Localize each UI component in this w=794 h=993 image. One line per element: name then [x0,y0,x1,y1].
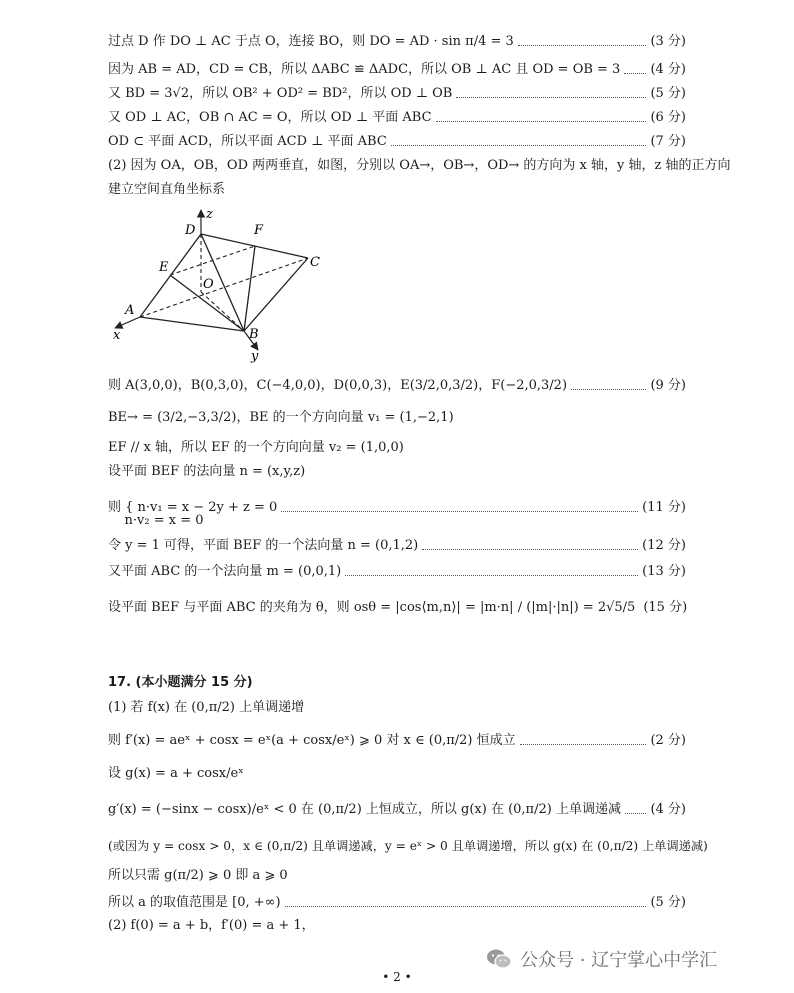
solution-line: EF // x 轴，所以 EF 的一个方向向量 v₂ = (1,0,0) [108,440,404,455]
solution-line: BE→ = (3/2,−3,3/2)，BE 的一个方向向量 v₁ = (1,−2,1) [108,410,454,425]
edge-OB [201,292,244,331]
label-B: B [249,327,259,342]
solution-line: 设平面 BEF 与平面 ABC 的夹角为 θ，则 osθ = |cos⟨m,n⟩| = |m·n| / (|m|·|n|) = 2√5/5 (15 分) [108,600,688,615]
label-F: F [254,223,264,238]
label-O: O [203,277,214,292]
solution-line: 设 g(x) = a + cosx/eˣ [108,766,244,781]
label-C: C [310,255,320,270]
solution-line: 所以 a 的取值范围是 [0, +∞) (5 分) [108,895,686,910]
solution-line: 又 BD = 3√2，所以 OB² + OD² = BD²，所以 OD ⊥ OB (5 分) [108,86,686,101]
solution-line: (2) 因为 OA，OB，OD 两两垂直，如图，分别以 OA→，OB→，OD→ 的方向为 x 轴，y 轴，z 轴的正方向 [108,158,731,173]
solution-line: (2) f(0) = a + b，f′(0) = a + 1， [108,918,315,933]
solution-line: OD ⊂ 平面 ACD，所以平面 ACD ⊥ 平面 ABC (7 分) [108,134,686,149]
solution-line: 过点 D 作 DO ⊥ AC 于点 O，连接 BO，则 DO = AD · sin π/4 = 3 (3 分) [108,34,686,49]
solution-line: 则 A(3,0,0)，B(0,3,0)，C(−4,0,0)，D(0,0,3)，E(3/2,0,3/2)，F(−2,0,3/2) (9 分) [108,378,686,393]
problem-17-heading: 17. (本小题满分 15 分) [108,675,253,690]
solution-line: 则 f′(x) = aeˣ + cosx = eˣ(a + cosx/eˣ) ⩾ 0 对 x ∈ (0,π/2) 恒成立 (2 分) [108,733,686,748]
solution-line: 因为 AB = AD，CD = CB，所以 ΔABC ≌ ΔADC，所以 OB ⊥ AC 且 OD = OB = 3 (4 分) [108,62,686,77]
label-E: E [159,260,169,275]
solution-line: 又平面 ABC 的一个法向量 m = (0,0,1) (13 分) [108,564,686,579]
x-axis [115,317,140,328]
solution-line: (1) 若 f(x) 在 (0,π/2) 上单调递增 [108,700,305,715]
label-x: x [113,328,121,343]
solution-line: (或因为 y = cosx > 0，x ∈ (0,π/2) 且单调递减，y = eˣ > 0 且单调递增，所以 g(x) 在 (0,π/2) 上单调递减) [108,839,708,853]
label-A: A [125,303,135,318]
label-D: D [185,223,196,238]
solution-line: g′(x) = (−sinx − cosx)/eˣ < 0 在 (0,π/2) 上恒成立，所以 g(x) 在 (0,π/2) 上单调递减 (4 分) [108,802,686,817]
solution-line: 建立空间直角坐标系 [108,182,226,197]
solution-line: 所以只需 g(π/2) ⩾ 0 即 a ⩾ 0 [108,868,288,883]
wechat-icon [486,948,512,970]
solution-line: 令 y = 1 可得，平面 BEF 的一个法向量 n = (0,1,2) (12 分) [108,538,686,553]
solution-line: 设平面 BEF 的法向量 n = (x,y,z) [108,464,306,479]
edge-BC [244,258,308,331]
solution-line: n·v₂ = x = 0 [108,513,204,528]
label-z: z [206,207,213,222]
page-number: • 2 • [382,970,412,984]
tetrahedron-figure [108,200,338,368]
solution-line: 又 OD ⊥ AC，OB ∩ AC = O，所以 OD ⊥ 平面 ABC (6 分) [108,110,686,125]
label-y: y [251,349,259,364]
watermark [486,946,717,972]
edge-EF [170,246,255,275]
watermark-text: 公众号 · 辽宁掌心中学汇 [520,950,718,971]
edge-FB [244,246,255,331]
solution-line: 则 { n·v₁ = x − 2y + z = 0 (11 分) [108,500,686,515]
